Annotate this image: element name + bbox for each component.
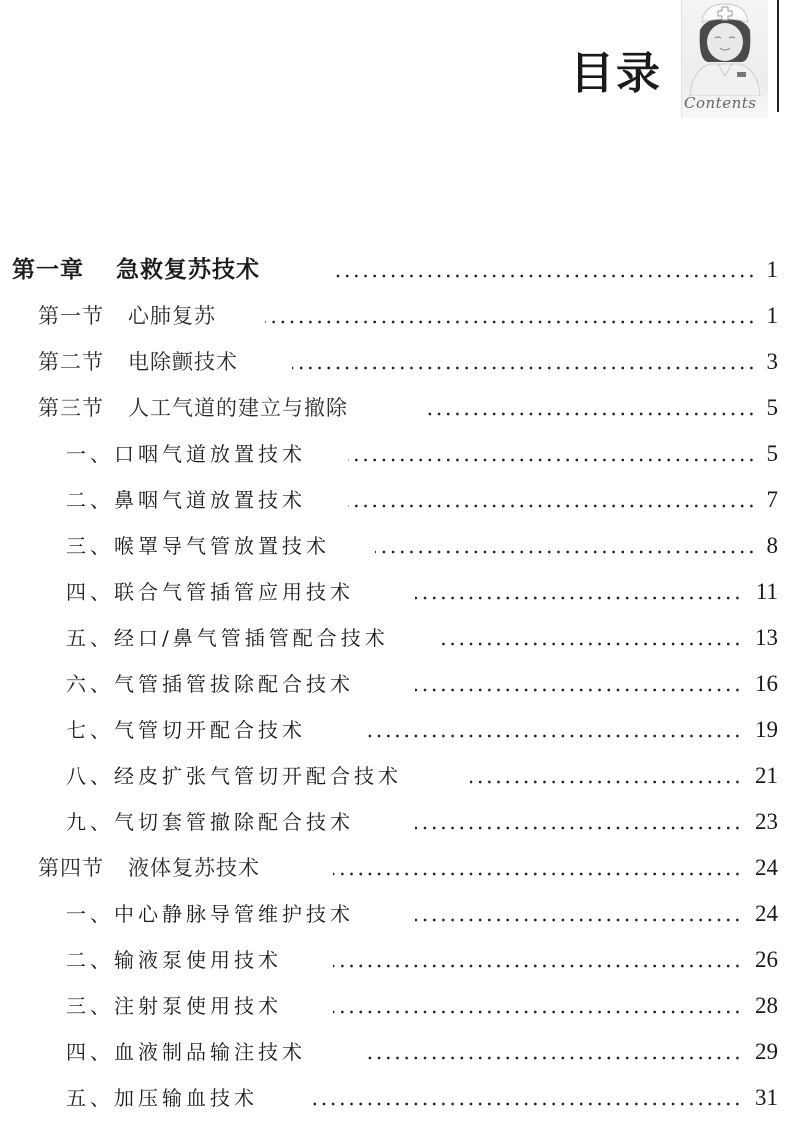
subsection-title: 喉罩导气管放置技术 (114, 534, 330, 558)
page-header (0, 0, 800, 130)
toc-subsection[interactable] (0, 434, 800, 474)
subsection-number: 五、 (66, 1086, 114, 1110)
dot-leader (415, 596, 742, 600)
page-number: 1 (766, 257, 778, 282)
page-number: 5 (766, 395, 778, 420)
toc-subsection[interactable] (0, 664, 800, 704)
dot-leader (428, 412, 756, 416)
dot-leader (308, 1102, 742, 1106)
chapter-title: 急救复苏技术 (116, 257, 260, 283)
toc-chapter-1[interactable] (0, 250, 800, 290)
subsection-title: 经口/鼻气管插管配合技术 (114, 626, 389, 650)
subsection-number: 一、 (66, 442, 114, 466)
dot-leader (265, 320, 756, 324)
dot-leader (348, 504, 756, 508)
page-number: 29 (755, 1039, 778, 1064)
dot-leader (415, 918, 742, 922)
toc-subsection[interactable] (0, 802, 800, 842)
subsection-number: 五、 (66, 626, 114, 650)
header-divider (777, 0, 779, 112)
toc-section[interactable] (0, 296, 800, 336)
toc-subsection[interactable] (0, 894, 800, 934)
dot-leader (362, 1056, 742, 1060)
toc-subsection[interactable] (0, 618, 800, 658)
dot-leader (348, 458, 756, 462)
toc-subsection[interactable] (0, 526, 800, 566)
page-number: 28 (755, 993, 778, 1018)
dot-leader (470, 780, 742, 784)
subsection-number: 八、 (66, 764, 114, 788)
subsection-title: 气管切开配合技术 (114, 718, 306, 742)
subsection-title: 血液制品输注技术 (114, 1040, 306, 1064)
subsection-title: 联合气管插管应用技术 (114, 580, 354, 604)
toc-section[interactable] (0, 388, 800, 428)
dot-leader (333, 964, 742, 968)
page-title: 目录 (570, 48, 662, 99)
toc-subsection[interactable] (0, 572, 800, 612)
subsection-number: 二、 (66, 948, 114, 972)
subsection-number: 七、 (66, 718, 114, 742)
subsection-number: 三、 (66, 534, 114, 558)
section-number: 第二节 (38, 350, 104, 374)
page-number: 31 (755, 1085, 778, 1110)
toc-subsection[interactable] (0, 710, 800, 750)
dot-leader (438, 642, 742, 646)
dot-leader (333, 872, 742, 876)
dot-leader (415, 826, 742, 830)
dot-leader (292, 366, 756, 370)
toc-subsection[interactable] (0, 940, 800, 980)
subsection-title: 气管插管拔除配合技术 (114, 672, 354, 696)
page-number: 1 (766, 303, 778, 328)
page-number: 24 (755, 901, 778, 926)
section-title: 心肺复苏 (128, 304, 216, 328)
subsection-number: 三、 (66, 994, 114, 1018)
subsection-title: 中心静脉导管维护技术 (114, 902, 354, 926)
page-number: 21 (755, 763, 778, 788)
subsection-number: 四、 (66, 580, 114, 604)
dot-leader (415, 688, 742, 692)
subsection-title: 气切套管撤除配合技术 (114, 810, 354, 834)
toc-section[interactable] (0, 848, 800, 888)
subsection-number: 一、 (66, 902, 114, 926)
dot-leader (375, 550, 756, 554)
page-number: 19 (755, 717, 778, 742)
toc-subsection[interactable] (0, 986, 800, 1026)
nurse-illustration-icon (682, 0, 768, 96)
page-number: 7 (766, 487, 778, 512)
section-number: 第一节 (38, 304, 104, 328)
section-number: 第三节 (38, 396, 104, 420)
subsection-number: 九、 (66, 810, 114, 834)
page-number: 24 (755, 855, 778, 880)
subsection-title: 口咽气道放置技术 (114, 442, 306, 466)
toc-section[interactable] (0, 342, 800, 382)
toc-subsection[interactable] (0, 756, 800, 796)
page-number: 5 (766, 441, 778, 466)
section-number: 第四节 (38, 856, 104, 880)
page-number: 3 (766, 349, 778, 374)
subsection-number: 二、 (66, 488, 114, 512)
dot-leader (333, 1010, 742, 1014)
toc-subsection[interactable] (0, 1078, 800, 1118)
subsection-number: 四、 (66, 1040, 114, 1064)
contents-script-label: Contents (684, 94, 757, 112)
chapter-number: 第一章 (12, 257, 84, 283)
toc-subsection[interactable] (0, 1032, 800, 1072)
subsection-number: 六、 (66, 672, 114, 696)
section-title: 电除颤技术 (128, 350, 238, 374)
toc-subsection[interactable] (0, 480, 800, 520)
dot-leader (362, 734, 742, 738)
section-title: 人工气道的建立与撤除 (128, 396, 348, 420)
subsection-title: 输液泵使用技术 (114, 948, 282, 972)
page-number: 26 (755, 947, 778, 972)
section-title: 液体复苏技术 (128, 856, 260, 880)
subsection-title: 加压输血技术 (114, 1086, 258, 1110)
page-number: 8 (766, 533, 778, 558)
page-number: 23 (755, 809, 778, 834)
subsection-title: 注射泵使用技术 (114, 994, 282, 1018)
page-number: 16 (755, 671, 778, 696)
dot-leader (330, 274, 756, 278)
page-number: 11 (755, 579, 778, 604)
subsection-title: 鼻咽气道放置技术 (114, 488, 306, 512)
page-number: 13 (755, 625, 778, 650)
subsection-title: 经皮扩张气管切开配合技术 (114, 764, 402, 788)
